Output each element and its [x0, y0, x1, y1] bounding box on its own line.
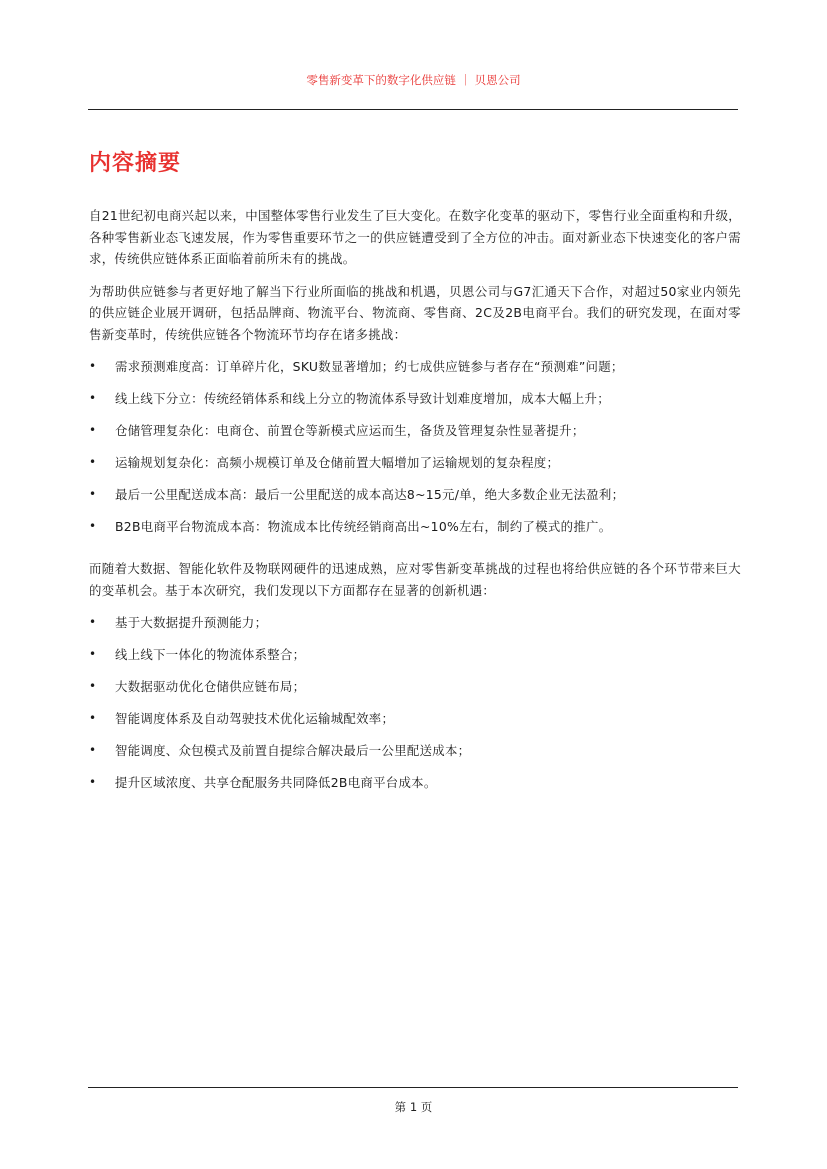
list-item: [89, 644, 741, 676]
bullet-icon: •: [89, 743, 97, 757]
list-item: [89, 388, 741, 420]
summary-body: [89, 205, 741, 814]
list-item: [89, 516, 741, 548]
list-item: [89, 740, 741, 772]
list-item-text: 智能调度、众包模式及前置自提综合解决最后一公里配送成本；: [115, 743, 471, 758]
list-item-text: 最后一公里配送成本高：最后一公里配送的成本高达8~15元/单，绝大多数企业无法盈利；: [115, 487, 625, 502]
bullet-icon: •: [89, 711, 97, 725]
section-title: 内容摘要: [89, 151, 182, 176]
page-number: 第 1 页: [394, 1100, 433, 1114]
list-item-text: B2B电商平台物流成本高：物流成本比传统经销商高出~10%左右，制约了模式的推广。: [115, 519, 612, 534]
running-header: 零售新变革下的数字化供应链 ｜ 贝恩公司: [306, 73, 521, 87]
bullet-icon: •: [89, 647, 97, 661]
intro-paragraph: 自21世纪初电商兴起以来，中国整体零售行业发生了巨大变化。在数字化变革的驱动下，零售行业全面重构和升级，各种零售新业态飞速发展，作为零售重要环节之一的供应链遭受到了全方位的冲击。面对新业态下快速变化的客户需求，传统供应链体系正面临着前所未有的挑战。: [89, 208, 741, 266]
challenges-list: [89, 356, 741, 548]
list-item-text: 大数据驱动优化仓储供应链布局；: [115, 679, 306, 694]
bullet-icon: •: [89, 487, 97, 501]
header-divider: [88, 109, 738, 110]
opportunities-list: [89, 612, 741, 804]
list-item-text: 提升区域浓度、共享仓配服务共同降低2B电商平台成本。: [115, 775, 437, 790]
bullet-icon: •: [89, 615, 97, 629]
list-item: [89, 452, 741, 484]
bullet-icon: •: [89, 519, 97, 533]
bullet-icon: •: [89, 391, 97, 405]
list-item-text: 需求预测难度高：订单碎片化，SKU数显著增加；约七成供应链参与者存在“预测难”问题；: [115, 359, 624, 374]
list-item-text: 智能调度体系及自动驾驶技术优化运输城配效率；: [115, 711, 395, 726]
list-item: [89, 612, 741, 644]
bullet-icon: •: [89, 775, 97, 789]
list-item: [89, 772, 741, 804]
bullet-icon: •: [89, 455, 97, 469]
opportunity-paragraph: 而随着大数据、智能化软件及物联网硬件的迅速成熟，应对零售新变革挑战的过程也将给供应链的各个环节带来巨大的变革机会。基于本次研究，我们发现以下方面都存在显著的创新机遇：: [89, 561, 741, 598]
bullet-icon: •: [89, 359, 97, 373]
list-item-text: 基于大数据提升预测能力；: [115, 615, 268, 630]
research-paragraph: 为帮助供应链参与者更好地了解当下行业所面临的挑战和机遇，贝恩公司与G7汇通天下合作，对超过50家业内领先的供应链企业展开调研，包括品牌商、物流平台、物流商、零售商、2C及2B电商平台。我们的研究发现，在面对零售新变革时，传统供应链各个物流环节均存在诸多挑战：: [89, 283, 741, 342]
list-item: [89, 708, 741, 740]
bullet-icon: •: [89, 679, 97, 693]
list-item: [89, 356, 741, 388]
list-item: [89, 420, 741, 452]
bullet-icon: •: [89, 423, 97, 437]
list-item-text: 线上线下一体化的物流体系整合；: [115, 647, 306, 662]
list-item-text: 线上线下分立：传统经销体系和线上分立的物流体系导致计划难度增加，成本大幅上升；: [115, 391, 610, 406]
list-item-text: 运输规划复杂化：高频小规模订单及仓储前置大幅增加了运输规划的复杂程度；: [115, 455, 560, 470]
list-item-text: 仓储管理复杂化：电商仓、前置仓等新模式应运而生，备货及管理复杂性显著提升；: [115, 423, 585, 438]
footer-divider: [88, 1087, 738, 1088]
list-item: [89, 676, 741, 708]
list-item: [89, 484, 741, 516]
